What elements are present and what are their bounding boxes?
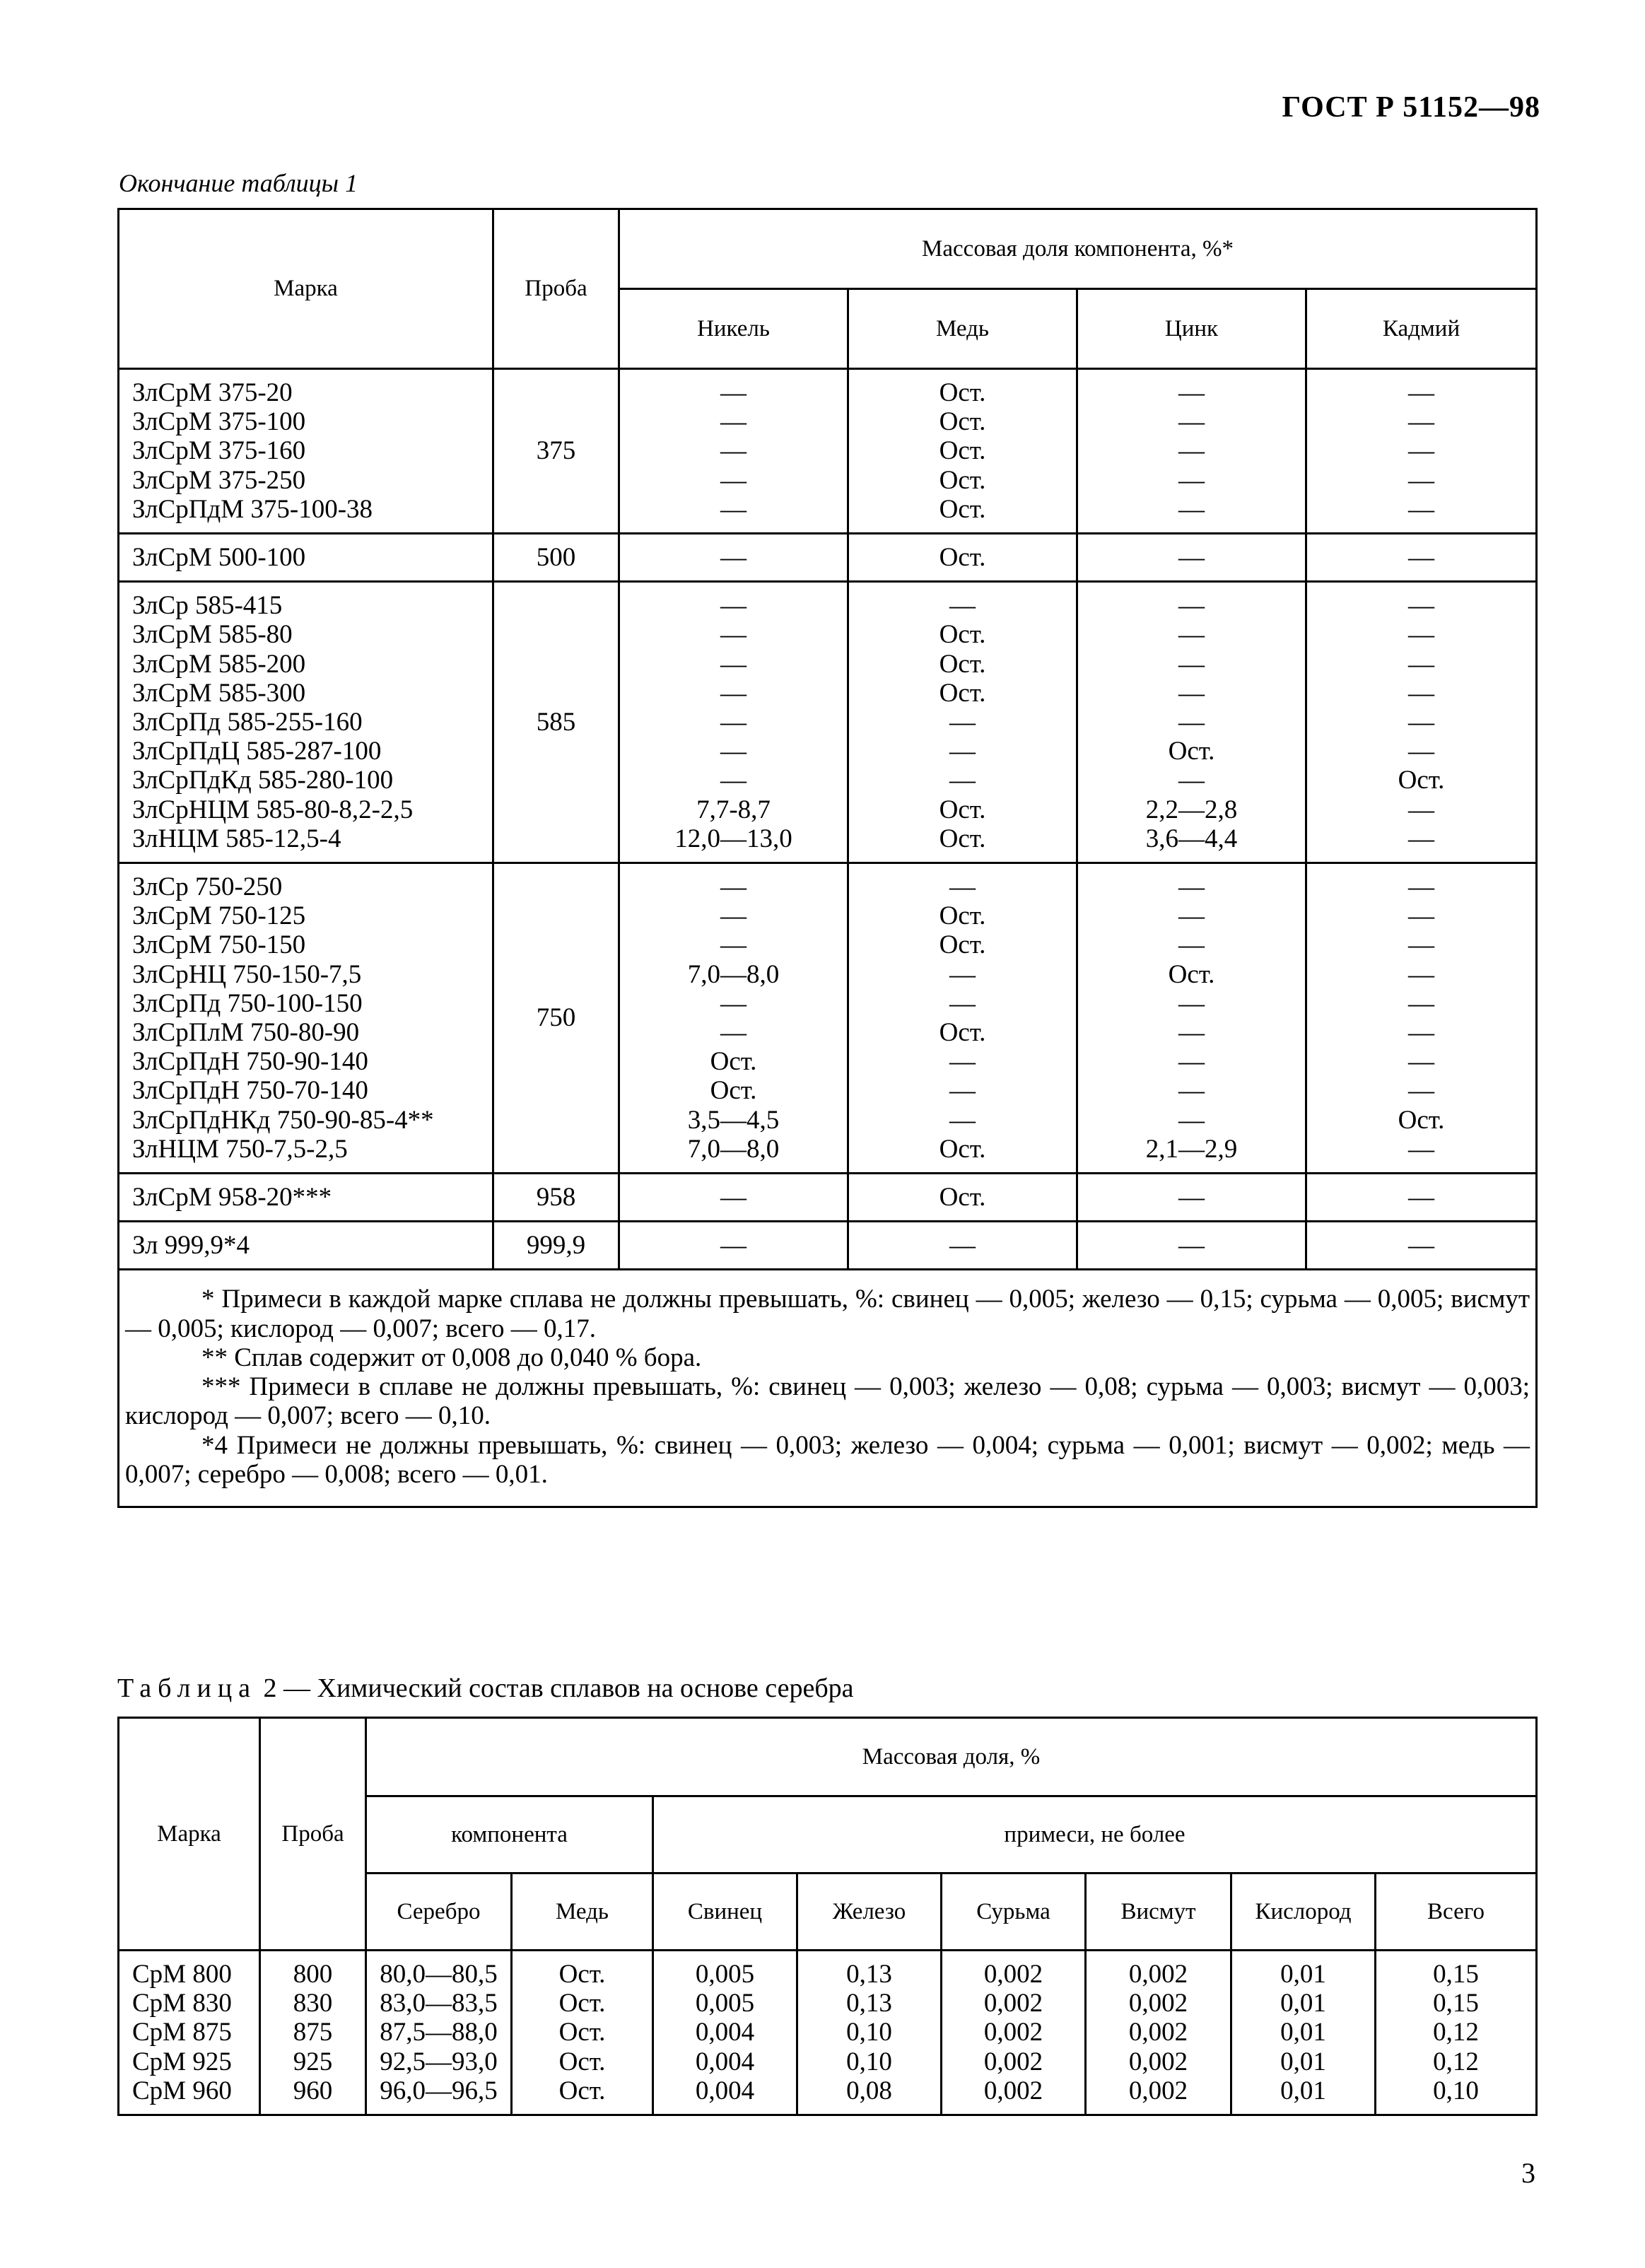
table2-header-components: компонента bbox=[366, 1796, 653, 1874]
footnote-2: ** Сплав содержит от 0,008 до 0,040 % бора. bbox=[201, 1343, 702, 1372]
cadmium-cell-value: Ост. bbox=[1398, 766, 1445, 795]
zinc-cell-value: — bbox=[1178, 1183, 1205, 1212]
table2-grade-value: СрМ 925 bbox=[132, 2047, 232, 2076]
nickel-cell-value: — bbox=[720, 494, 747, 524]
nickel-cell bbox=[619, 582, 848, 863]
grade-cell bbox=[119, 1174, 493, 1222]
copper-cell-value: — bbox=[949, 872, 976, 902]
copper-cell bbox=[848, 1174, 1077, 1222]
table2-copper-cell bbox=[512, 1951, 653, 2115]
table2-silver-value: 87,5—88,0 bbox=[380, 2018, 498, 2047]
table2-total-value: 0,15 bbox=[1433, 1960, 1479, 1989]
table2-lead-value: 0,005 bbox=[695, 1960, 755, 1989]
cadmium-cell bbox=[1306, 582, 1537, 863]
cadmium-cell-value: — bbox=[1408, 737, 1435, 766]
table2-antimony-cell bbox=[942, 1951, 1086, 2115]
table2-iron-value: 0,13 bbox=[846, 1960, 892, 1989]
cadmium-cell-value: — bbox=[1408, 1183, 1435, 1212]
grade-cell-value: ЗлСрПдКд 585-280-100 bbox=[132, 766, 394, 795]
zinc-cell-value: — bbox=[1178, 901, 1205, 931]
table2-iron-value: 0,13 bbox=[846, 1989, 892, 2018]
grade-cell bbox=[119, 863, 493, 1174]
table2-oxygen-value: 0,01 bbox=[1280, 2047, 1326, 2076]
fineness-cell: 958 bbox=[493, 1174, 619, 1222]
zinc-cell-value: — bbox=[1178, 378, 1205, 407]
zinc-cell-value: — bbox=[1178, 678, 1205, 708]
table2-bismuth-value: 0,002 bbox=[1128, 2018, 1188, 2047]
zinc-cell-value: — bbox=[1178, 407, 1205, 437]
zinc-cell-value: Ост. bbox=[1168, 959, 1215, 989]
table2-header-lead: Свинец bbox=[653, 1874, 797, 1951]
table2-antimony-value: 0,002 bbox=[983, 2018, 1043, 2047]
table1-row-group bbox=[119, 369, 1537, 534]
table1-header-copper: Медь bbox=[848, 289, 1077, 369]
table1-header-nickel: Никель bbox=[619, 289, 848, 369]
nickel-cell-value: — bbox=[720, 708, 747, 737]
table2-oxygen-value: 0,01 bbox=[1280, 2076, 1326, 2105]
nickel-cell-value: 3,5—4,5 bbox=[687, 1105, 780, 1135]
nickel-cell-value: — bbox=[720, 407, 747, 437]
zinc-cell-value: — bbox=[1178, 543, 1205, 573]
cadmium-cell-value: — bbox=[1408, 901, 1435, 931]
table2-header-antimony: Сурьма bbox=[942, 1874, 1086, 1951]
nickel-cell-value: — bbox=[720, 930, 747, 960]
nickel-cell-value: — bbox=[720, 378, 747, 407]
table2-copper-value: Ост. bbox=[558, 2076, 606, 2105]
copper-cell-value: Ост. bbox=[939, 620, 986, 650]
footnote-3: *** Примеси в сплаве не должны превышать, %: свинец — 0,003; железо — 0,08; сурьма — 0,003; висмут — 0,003; кислород — 0,007; всего — 0,10. bbox=[125, 1372, 1530, 1431]
nickel-cell-value: — bbox=[720, 678, 747, 708]
table2-header-fineness: Проба bbox=[260, 1718, 366, 1951]
nickel-cell-value: — bbox=[720, 766, 747, 795]
footnote-4: *4 Примеси не должны превышать, %: свинец — 0,003; железо — 0,004; сурьма — 0,001; висмут — 0,002; медь — 0,007; серебро — 0,008; всего — 0,01. bbox=[125, 1430, 1530, 1489]
cadmium-cell-value: — bbox=[1408, 436, 1435, 466]
cadmium-cell-value: — bbox=[1408, 988, 1435, 1018]
cadmium-cell bbox=[1306, 1222, 1537, 1270]
table1-header-cadmium: Кадмий bbox=[1306, 289, 1537, 369]
grade-cell bbox=[119, 534, 493, 582]
grade-cell-value: ЗлСрМ 375-100 bbox=[132, 407, 306, 437]
cadmium-cell-value: — bbox=[1408, 1134, 1435, 1164]
table2-header-oxygen: Кислород bbox=[1231, 1874, 1376, 1951]
grade-cell bbox=[119, 369, 493, 534]
copper-cell bbox=[848, 369, 1077, 534]
nickel-cell-value: — bbox=[720, 591, 747, 621]
cadmium-cell-value: Ост. bbox=[1398, 1105, 1445, 1135]
cadmium-cell bbox=[1306, 1174, 1537, 1222]
copper-cell-value: Ост. bbox=[939, 678, 986, 708]
nickel-cell-value: Ост. bbox=[710, 1076, 757, 1106]
copper-cell-value: Ост. bbox=[939, 436, 986, 466]
zinc-cell bbox=[1077, 863, 1306, 1174]
table2-caption-prefix: Таблица bbox=[117, 1673, 257, 1703]
table2-antimony-value: 0,002 bbox=[983, 1960, 1043, 1989]
copper-cell bbox=[848, 534, 1077, 582]
table2-total-value: 0,12 bbox=[1433, 2047, 1479, 2076]
zinc-cell-value: — bbox=[1178, 1076, 1205, 1106]
zinc-cell-value: 2,2—2,8 bbox=[1145, 795, 1238, 824]
table1-header-grade: Марка bbox=[119, 209, 493, 369]
zinc-cell-value: — bbox=[1178, 1018, 1205, 1048]
table2-lead-value: 0,004 bbox=[695, 2018, 755, 2047]
copper-cell-value: Ост. bbox=[939, 1134, 986, 1164]
fineness-cell: 750 bbox=[493, 863, 619, 1174]
nickel-cell-value: — bbox=[720, 988, 747, 1018]
copper-cell-value: Ост. bbox=[939, 1183, 986, 1212]
table2-iron-cell bbox=[797, 1951, 942, 2115]
fineness-cell: 999,9 bbox=[493, 1222, 619, 1270]
table2-silver-value: 80,0—80,5 bbox=[380, 1960, 498, 1989]
nickel-cell-value: — bbox=[720, 436, 747, 466]
table2-bismuth-cell bbox=[1086, 1951, 1231, 2115]
nickel-cell-value: Ост. bbox=[710, 1047, 757, 1077]
table2-silver-value: 92,5—93,0 bbox=[380, 2047, 498, 2076]
cadmium-cell-value: — bbox=[1408, 708, 1435, 737]
table2-fineness-value: 800 bbox=[293, 1960, 333, 1989]
zinc-cell-value: — bbox=[1178, 988, 1205, 1018]
cadmium-cell-value: — bbox=[1408, 930, 1435, 960]
nickel-cell bbox=[619, 1222, 848, 1270]
grade-cell-value: ЗлСр 750-250 bbox=[132, 872, 283, 902]
nickel-cell-value: — bbox=[720, 620, 747, 650]
grade-cell-value: ЗлСрМ 585-80 bbox=[132, 620, 293, 650]
grade-cell-value: ЗлСрНЦ 750-150-7,5 bbox=[132, 959, 362, 989]
zinc-cell bbox=[1077, 1174, 1306, 1222]
table2-header-copper: Медь bbox=[512, 1874, 653, 1951]
table2-lead-cell bbox=[653, 1951, 797, 2115]
table2-lead-value: 0,004 bbox=[695, 2047, 755, 2076]
grade-cell-value: ЗлСрМ 750-150 bbox=[132, 930, 306, 960]
nickel-cell-value: — bbox=[720, 1231, 747, 1261]
table2-lead-value: 0,005 bbox=[695, 1989, 755, 2018]
table2-fineness-value: 875 bbox=[293, 2018, 333, 2047]
zinc-cell-value: — bbox=[1178, 766, 1205, 795]
footnote-1: * Примеси в каждой марке сплава не должны превышать, %: свинец — 0,005; железо — 0,15; сурьма — 0,005; висмут — 0,005; кислород — 0,007; всего — 0,17. bbox=[125, 1285, 1530, 1343]
table2-header-grade: Марка bbox=[119, 1718, 260, 1951]
table2-oxygen-value: 0,01 bbox=[1280, 1989, 1326, 2018]
table2-copper-value: Ост. bbox=[558, 1989, 606, 2018]
cadmium-cell-value: — bbox=[1408, 465, 1435, 495]
copper-cell-value: Ост. bbox=[939, 795, 986, 824]
cadmium-cell-value: — bbox=[1408, 649, 1435, 679]
table2-total-cell bbox=[1376, 1951, 1537, 2115]
copper-cell-value: — bbox=[949, 1105, 976, 1135]
copper-cell bbox=[848, 582, 1077, 863]
grade-cell-value: ЗлНЦМ 585-12,5-4 bbox=[132, 824, 341, 853]
grade-cell-value: ЗлСрМ 750-125 bbox=[132, 901, 306, 931]
copper-cell-value: Ост. bbox=[939, 407, 986, 437]
grade-cell bbox=[119, 582, 493, 863]
grade-cell-value: ЗлСрПд 750-100-150 bbox=[132, 988, 363, 1018]
copper-cell-value: — bbox=[949, 1231, 976, 1261]
table2-fineness-value: 925 bbox=[293, 2047, 333, 2076]
zinc-cell-value: — bbox=[1178, 591, 1205, 621]
cadmium-cell-value: — bbox=[1408, 959, 1435, 989]
zinc-cell-value: — bbox=[1178, 1047, 1205, 1077]
grade-cell-value: Зл 999,9*4 bbox=[132, 1231, 250, 1261]
nickel-cell bbox=[619, 534, 848, 582]
copper-cell bbox=[848, 863, 1077, 1174]
zinc-cell-value: 2,1—2,9 bbox=[1145, 1134, 1238, 1164]
table2-silver-alloys bbox=[117, 1717, 1538, 2116]
table1-row-group bbox=[119, 1222, 1537, 1270]
table1-row-group bbox=[119, 863, 1537, 1174]
table1-footnotes bbox=[119, 1270, 1537, 1507]
grade-cell-value: ЗлСр 585-415 bbox=[132, 591, 283, 621]
table2-grade-value: СрМ 875 bbox=[132, 2018, 232, 2047]
cadmium-cell-value: — bbox=[1408, 1047, 1435, 1077]
table2-copper-value: Ост. bbox=[558, 1960, 606, 1989]
document-standard-header: ГОСТ Р 51152—98 bbox=[1282, 91, 1540, 124]
table2-grade-cell bbox=[119, 1951, 260, 2115]
copper-cell-value: Ост. bbox=[939, 901, 986, 931]
table2-bismuth-value: 0,002 bbox=[1128, 1989, 1188, 2018]
copper-cell-value: Ост. bbox=[939, 824, 986, 853]
table1-header-zinc: Цинк bbox=[1077, 289, 1306, 369]
table2-oxygen-value: 0,01 bbox=[1280, 2018, 1326, 2047]
table2-grade-value: СрМ 960 bbox=[132, 2076, 232, 2105]
copper-cell-value: — bbox=[949, 766, 976, 795]
nickel-cell-value: — bbox=[720, 649, 747, 679]
table2-fineness-value: 960 bbox=[293, 2076, 333, 2105]
page-number: 3 bbox=[1521, 2157, 1535, 2189]
nickel-cell-value: — bbox=[720, 1018, 747, 1048]
table1-continuation-caption: Окончание таблицы 1 bbox=[119, 169, 358, 197]
table1-row-group bbox=[119, 534, 1537, 582]
copper-cell-value: — bbox=[949, 1047, 976, 1077]
table2-fineness-value: 830 bbox=[293, 1989, 333, 2018]
zinc-cell bbox=[1077, 582, 1306, 863]
grade-cell-value: ЗлСрМ 375-160 bbox=[132, 436, 306, 466]
copper-cell-value: — bbox=[949, 708, 976, 737]
table2-bismuth-value: 0,002 bbox=[1128, 1960, 1188, 1989]
zinc-cell-value: — bbox=[1178, 436, 1205, 466]
zinc-cell bbox=[1077, 369, 1306, 534]
grade-cell-value: ЗлСрМ 500-100 bbox=[132, 543, 306, 573]
nickel-cell-value: — bbox=[720, 901, 747, 931]
grade-cell-value: ЗлСрПд 585-255-160 bbox=[132, 708, 363, 737]
table1-header-mass-fraction: Массовая доля компонента, %* bbox=[619, 209, 1537, 289]
table2-antimony-value: 0,002 bbox=[983, 2076, 1043, 2105]
table2-header-silver: Серебро bbox=[366, 1874, 512, 1951]
zinc-cell-value: — bbox=[1178, 708, 1205, 737]
grade-cell-value: ЗлСрПдНКд 750-90-85-4** bbox=[132, 1105, 434, 1135]
grade-cell-value: ЗлСрПлМ 750-80-90 bbox=[132, 1018, 360, 1048]
cadmium-cell-value: — bbox=[1408, 824, 1435, 853]
table2-iron-value: 0,08 bbox=[846, 2076, 892, 2105]
grade-cell-value: ЗлСрПдН 750-90-140 bbox=[132, 1047, 368, 1077]
table2-copper-value: Ост. bbox=[558, 2047, 606, 2076]
cadmium-cell-value: — bbox=[1408, 795, 1435, 824]
grade-cell-value: ЗлСрПдН 750-70-140 bbox=[132, 1076, 368, 1106]
table2-caption bbox=[117, 1673, 854, 1704]
table2-bismuth-value: 0,002 bbox=[1128, 2047, 1188, 2076]
table2-header-impurities: примеси, не более bbox=[653, 1796, 1537, 1874]
table2-header-iron: Железо bbox=[797, 1874, 942, 1951]
zinc-cell bbox=[1077, 1222, 1306, 1270]
table2-silver-cell bbox=[366, 1951, 512, 2115]
table2-iron-value: 0,10 bbox=[846, 2018, 892, 2047]
table2-antimony-value: 0,002 bbox=[983, 2047, 1043, 2076]
grade-cell-value: ЗлСрМ 585-200 bbox=[132, 649, 306, 679]
cadmium-cell-value: — bbox=[1408, 620, 1435, 650]
table2-oxygen-value: 0,01 bbox=[1280, 1960, 1326, 1989]
cadmium-cell-value: — bbox=[1408, 1018, 1435, 1048]
zinc-cell bbox=[1077, 534, 1306, 582]
copper-cell-value: Ост. bbox=[939, 649, 986, 679]
grade-cell-value: ЗлСрМ 375-20 bbox=[132, 378, 293, 407]
zinc-cell-value: — bbox=[1178, 1105, 1205, 1135]
zinc-cell-value: 3,6—4,4 bbox=[1145, 824, 1238, 853]
table2-row-group bbox=[119, 1951, 1537, 2115]
grade-cell-value: ЗлСрМ 958-20*** bbox=[132, 1183, 332, 1212]
table2-copper-value: Ост. bbox=[558, 2018, 606, 2047]
fineness-cell: 585 bbox=[493, 582, 619, 863]
copper-cell-value: Ост. bbox=[939, 494, 986, 524]
copper-cell bbox=[848, 1222, 1077, 1270]
zinc-cell-value: — bbox=[1178, 620, 1205, 650]
table2-header-total: Всего bbox=[1376, 1874, 1537, 1951]
nickel-cell-value: — bbox=[720, 1183, 747, 1212]
table1-row-group bbox=[119, 1174, 1537, 1222]
nickel-cell bbox=[619, 369, 848, 534]
table2-header-mass-fraction: Массовая доля, % bbox=[366, 1718, 1537, 1796]
cadmium-cell-value: — bbox=[1408, 872, 1435, 902]
nickel-cell-value: — bbox=[720, 465, 747, 495]
table2-lead-value: 0,004 bbox=[695, 2076, 755, 2105]
table1-row-group bbox=[119, 582, 1537, 863]
copper-cell-value: — bbox=[949, 959, 976, 989]
cadmium-cell-value: — bbox=[1408, 494, 1435, 524]
zinc-cell-value: — bbox=[1178, 494, 1205, 524]
grade-cell-value: ЗлСрНЦМ 585-80-8,2-2,5 bbox=[132, 795, 414, 824]
cadmium-cell-value: — bbox=[1408, 378, 1435, 407]
copper-cell-value: Ост. bbox=[939, 543, 986, 573]
table1-header-fineness: Проба bbox=[493, 209, 619, 369]
cadmium-cell-value: — bbox=[1408, 1076, 1435, 1106]
grade-cell-value: ЗлСрПдМ 375-100-38 bbox=[132, 494, 373, 524]
zinc-cell-value: — bbox=[1178, 872, 1205, 902]
nickel-cell-value: — bbox=[720, 737, 747, 766]
fineness-cell: 375 bbox=[493, 369, 619, 534]
nickel-cell-value: — bbox=[720, 543, 747, 573]
cadmium-cell-value: — bbox=[1408, 1231, 1435, 1261]
copper-cell-value: — bbox=[949, 737, 976, 766]
copper-cell-value: — bbox=[949, 1076, 976, 1106]
cadmium-cell-value: — bbox=[1408, 591, 1435, 621]
table2-grade-value: СрМ 800 bbox=[132, 1960, 232, 1989]
zinc-cell-value: — bbox=[1178, 930, 1205, 960]
table2-total-value: 0,10 bbox=[1433, 2076, 1479, 2105]
nickel-cell-value: — bbox=[720, 872, 747, 902]
nickel-cell-value: 7,0—8,0 bbox=[687, 1134, 780, 1164]
copper-cell-value: Ост. bbox=[939, 930, 986, 960]
zinc-cell-value: — bbox=[1178, 649, 1205, 679]
table1-gold-alloys bbox=[117, 208, 1538, 1508]
grade-cell-value: ЗлНЦМ 750-7,5-2,5 bbox=[132, 1134, 348, 1164]
table2-fineness-cell bbox=[260, 1951, 366, 2115]
table2-silver-value: 83,0—83,5 bbox=[380, 1989, 498, 2018]
table2-header-bismuth: Висмут bbox=[1086, 1874, 1231, 1951]
grade-cell-value: ЗлСрМ 585-300 bbox=[132, 678, 306, 708]
nickel-cell bbox=[619, 1174, 848, 1222]
cadmium-cell bbox=[1306, 534, 1537, 582]
zinc-cell-value: — bbox=[1178, 465, 1205, 495]
nickel-cell bbox=[619, 863, 848, 1174]
table2-iron-value: 0,10 bbox=[846, 2047, 892, 2076]
copper-cell-value: Ост. bbox=[939, 378, 986, 407]
table2-caption-title: 2 — Химический состав сплавов на основе серебра bbox=[263, 1673, 854, 1703]
zinc-cell-value: Ост. bbox=[1168, 737, 1215, 766]
table2-total-value: 0,12 bbox=[1433, 2018, 1479, 2047]
cadmium-cell-value: — bbox=[1408, 678, 1435, 708]
nickel-cell-value: 12,0—13,0 bbox=[674, 824, 792, 853]
table2-total-value: 0,15 bbox=[1433, 1989, 1479, 2018]
zinc-cell-value: — bbox=[1178, 1231, 1205, 1261]
cadmium-cell bbox=[1306, 863, 1537, 1174]
table2-oxygen-cell bbox=[1231, 1951, 1376, 2115]
grade-cell-value: ЗлСрМ 375-250 bbox=[132, 465, 306, 495]
fineness-cell: 500 bbox=[493, 534, 619, 582]
table2-bismuth-value: 0,002 bbox=[1128, 2076, 1188, 2105]
nickel-cell-value: 7,0—8,0 bbox=[687, 959, 780, 989]
cadmium-cell-value: — bbox=[1408, 407, 1435, 437]
copper-cell-value: Ост. bbox=[939, 465, 986, 495]
table2-silver-value: 96,0—96,5 bbox=[380, 2076, 498, 2105]
cadmium-cell bbox=[1306, 369, 1537, 534]
grade-cell bbox=[119, 1222, 493, 1270]
table2-grade-value: СрМ 830 bbox=[132, 1989, 232, 2018]
table2-antimony-value: 0,002 bbox=[983, 1989, 1043, 2018]
copper-cell-value: — bbox=[949, 988, 976, 1018]
grade-cell-value: ЗлСрПдЦ 585-287-100 bbox=[132, 737, 382, 766]
nickel-cell-value: 7,7-8,7 bbox=[696, 795, 771, 824]
copper-cell-value: Ост. bbox=[939, 1018, 986, 1048]
cadmium-cell-value: — bbox=[1408, 543, 1435, 573]
copper-cell-value: — bbox=[949, 591, 976, 621]
